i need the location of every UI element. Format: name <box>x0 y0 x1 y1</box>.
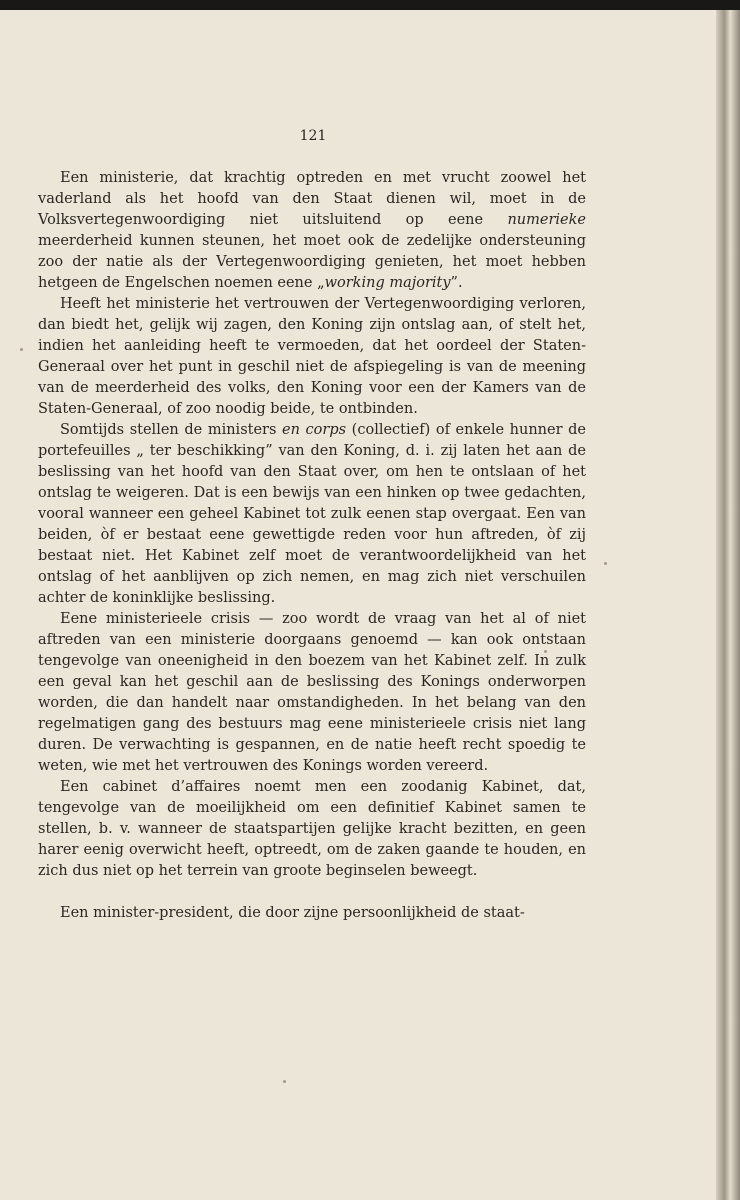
paragraph-3: Somtijds stellen de ministers en corps (collectief) of enkele hunner de portefeuilles „ ter beschikking” van den Koning, d. i. zij laten het aan de beslissing van het hoofd van den Staat over, om hen te ontslaan of het ontslag te weigeren. Dat is een bewijs van een hinken op twee gedachten, vooral wanneer een geheel Kabinet tot zulk eenen stap overgaat. Een van beiden, òf er bestaat eene gewettigde reden voor hun aftreden, òf zij bestaat niet. Het Kabinet zelf moet de verantwoordelijkheid van het ontslag of het aanblijven op zich nemen, en mag zich niet verschuilen achter de koninklijke beslissing. <box>38 422 587 606</box>
paragraph-2: Heeft het ministerie het vertrouwen der Vertegenwoordiging verloren, dan biedt het, gelijk wij zagen, den Koning zijn ontslag aan, of stelt het, indien het aanleiding heeft te vermoeden, dat het oordeel der Staten-Generaal over het punt in geschil niet de afspiegeling is van de meening van de meerderheid des volks, den Koning voor een der Kamers van de Staten-Generaal, of zoo noodig beide, te ontbinden. <box>38 296 586 417</box>
paper-speck <box>283 1080 286 1083</box>
paragraph-4: Eene ministerieele crisis — zoo wordt de vraag van het al of niet aftreden van een ministerie doorgaans genoemd — kan ook ontstaan tengevolge van oneenigheid in den boezem van het Kabinet zelf. In zulk een geval kan het geschil aan de beslissing des Konings onderworpen worden, die dan handelt naar omstandigheden. In het belang van den regelmatigen gang des bestuurs mag eene ministerieele crisis niet lang duren. De verwachting is gespannen, en de natie heeft recht spoedig te weten, wie met het vertrouwen des Konings worden vereerd. <box>38 611 586 774</box>
italic-term: working majority <box>324 275 451 291</box>
paper-speck <box>604 562 607 565</box>
book-page <box>0 10 716 1200</box>
italic-term: en corps <box>282 422 347 438</box>
paper-speck <box>20 348 23 351</box>
page-edge <box>716 10 740 1200</box>
italic-term: numerieke <box>507 212 586 228</box>
paragraph-5: Een cabinet d’affaires noemt men een zoodanig Kabinet, dat, tengevolge van de moeilijkheid om een definitief Kabinet samen te stellen, b. v. wanneer de staatspartijen gelijke kracht bezitten, en geen harer eenig overwicht heeft, optreedt, om de zaken gaande te houden, en zich dus niet op het terrein van groote beginselen beweegt. <box>38 779 586 879</box>
body-text <box>38 168 586 924</box>
paragraph-1: Een ministerie, dat krachtig optreden en met vrucht zoowel het vaderland als het hoofd van den Staat dienen wil, moet in de Volksvertegenwoordiging niet uitsluitend op eene numerieke meerderheid kunnen steunen, het moet ook de zedelijke ondersteuning zoo der natie als der Vertegenwoordiging genieten, het moet hebben hetgeen de Engelschen noemen eene „working majority”. <box>38 170 586 291</box>
paragraph-6: Een minister-president, die door zijne persoonlijkheid de staat- <box>60 905 525 921</box>
page-number: 121 <box>299 128 327 144</box>
paper-speck <box>544 650 547 653</box>
